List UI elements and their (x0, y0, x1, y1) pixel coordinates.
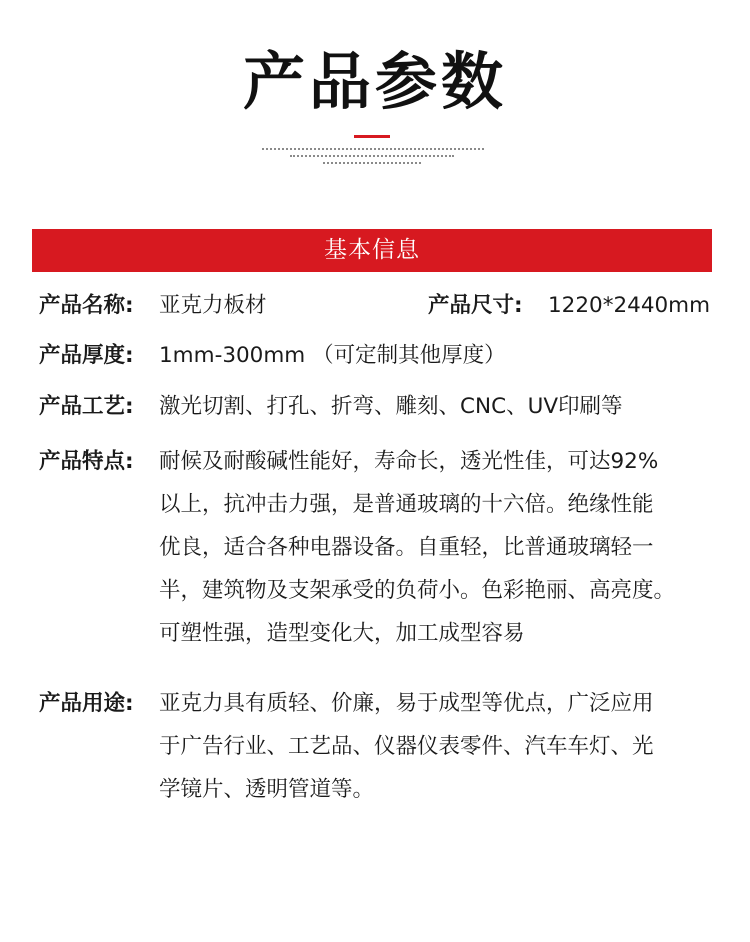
spec-value: 1220*2440mm (548, 293, 711, 318)
spec-value-paragraph (159, 440, 729, 655)
spec-value-paragraph (159, 682, 729, 811)
spec-label: 产品名称: (39, 293, 134, 318)
section-banner: 基本信息 (32, 229, 712, 272)
decorative-divider (290, 155, 454, 157)
spec-value: 激光切割、打孔、折弯、雕刻、CNC、UV印刷等 (159, 394, 623, 419)
paragraph-line: 半，建筑物及支架承受的负荷小。色彩艳丽、高亮度。 (159, 578, 676, 603)
spec-label: 产品厚度: (39, 343, 134, 368)
title-underline (354, 135, 390, 138)
spec-label: 产品用途: (39, 691, 134, 716)
spec-label: 产品工艺: (39, 394, 134, 419)
spec-value: 1mm-300mm （可定制其他厚度） (159, 343, 506, 368)
spec-value: 亚克力板材 (159, 293, 267, 318)
paragraph-line: 以上，抗冲击力强，是普通玻璃的十六倍。绝缘性能 (159, 492, 654, 517)
paragraph-line: 亚克力具有质轻、价廉，易于成型等优点，广泛应用 (159, 691, 654, 716)
paragraph-line: 学镜片、透明管道等。 (159, 777, 375, 802)
paragraph-line: 耐候及耐酸碱性能好，寿命长，透光性佳，可达92% (159, 449, 659, 474)
spec-label: 产品特点: (39, 449, 134, 474)
spec-label: 产品尺寸: (428, 293, 523, 318)
decorative-divider (262, 148, 484, 150)
page-title: 产品参数 (242, 45, 507, 118)
paragraph-line: 于广告行业、工艺品、仪器仪表零件、汽车车灯、光 (159, 734, 654, 759)
paragraph-line: 优良，适合各种电器设备。自重轻，比普通玻璃轻一 (159, 535, 654, 560)
paragraph-line: 可塑性强，造型变化大，加工成型容易 (159, 621, 525, 646)
decorative-divider (323, 162, 421, 164)
